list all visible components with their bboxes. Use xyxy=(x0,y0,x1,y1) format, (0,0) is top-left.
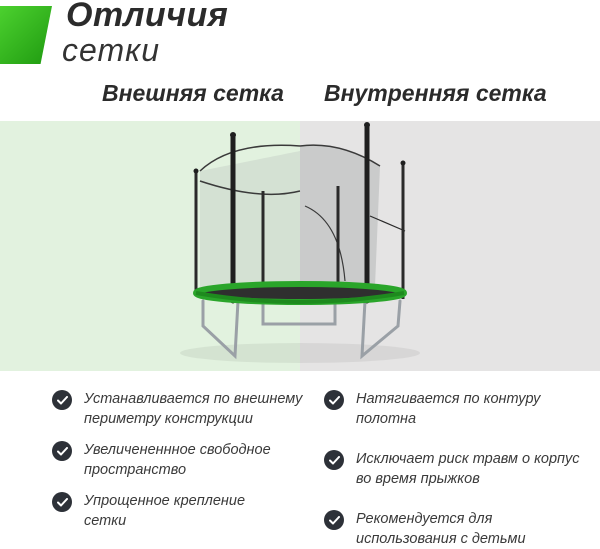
page-subtitle: сетки xyxy=(62,32,160,68)
check-circle-icon xyxy=(324,450,344,470)
check-circle-icon xyxy=(324,510,344,530)
inner-net-feature-2 xyxy=(324,449,580,489)
feature-text: Рекомендуется для использования с детьми xyxy=(356,511,526,547)
feature-text: Увеличененнное свободное пространство xyxy=(84,442,271,478)
check-circle-icon xyxy=(52,441,72,461)
feature-text: Исключает риск травм о корпус во время прыжков xyxy=(356,451,580,487)
inner-net-feature-3 xyxy=(324,509,526,549)
check-circle-icon xyxy=(52,390,72,410)
feature-text: Упрощенное крепление сетки xyxy=(84,493,246,529)
outer-net-feature-3 xyxy=(52,491,245,531)
outer-net-feature-1 xyxy=(52,389,302,429)
trampoline-comparison-photo xyxy=(0,121,600,371)
outer-net-feature-2 xyxy=(52,440,271,480)
accent-shape xyxy=(0,6,52,64)
check-circle-icon xyxy=(52,492,72,512)
page-title: Отличия xyxy=(66,0,229,34)
feature-text: Устанавливается по внешнему периметру конструкции xyxy=(84,391,303,427)
inner-net-feature-1 xyxy=(324,389,540,429)
outer-net-heading: Внешняя сетка xyxy=(102,80,284,106)
inner-net-heading: Внутренняя сетка xyxy=(324,80,547,106)
trampoline-image xyxy=(0,121,600,371)
feature-text: Натягивается по контуру полотна xyxy=(356,391,541,427)
check-circle-icon xyxy=(324,390,344,410)
